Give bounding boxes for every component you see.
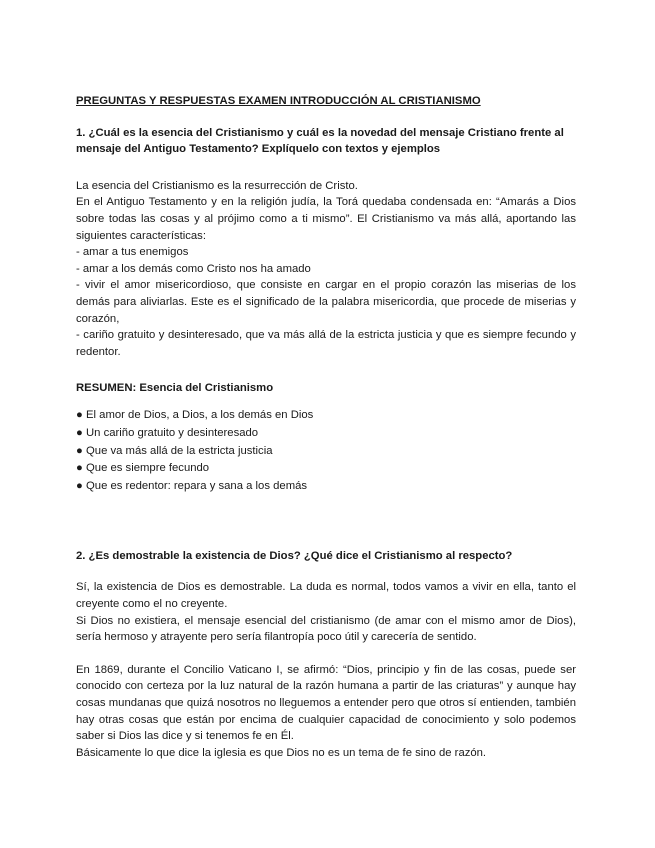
bullet-icon: ● [76,480,83,493]
list-item: - cariño gratuito y desinteresado, que va más allá de la estricta justicia y que es siempre fecundo y redentor. [76,329,576,358]
answer-1-paragraph-1: La esencia del Cristianismo es la resurrección de Cristo. [76,179,358,192]
summary-heading: RESUMEN: Esencia del Cristianismo [76,382,274,395]
list-item-text: El amor de Dios, a Dios, a los demás en Dios [86,408,314,421]
list-item [76,443,576,461]
list-item: - amar a los demás como Cristo nos ha amado [76,262,311,275]
list-item [76,425,576,443]
answer-2-paragraph-4: Básicamente lo que dice la iglesia es que Dios no es un tema de fe sino de razón. [76,746,487,759]
answer-2-paragraph-2: Si Dios no existiera, el mensaje esencial del cristianismo (de amar con el mismo amor de Dios), sería hermoso y atrayente pero sería filantropía poco útil y carecería de sentido. [76,614,576,644]
document-content [76,93,576,761]
list-item-text: Un cariño gratuito y desinteresado [86,426,259,439]
list-item-text: Que es siempre fecundo [86,462,210,475]
list-item: - amar a tus enemigos [76,246,189,259]
characteristics-list [76,244,576,360]
list-item [76,460,576,478]
list-item [76,478,576,496]
bullet-icon: ● [76,408,83,421]
bullet-icon: ● [76,426,83,439]
list-item [76,407,576,425]
summary-list [76,407,576,496]
answer-2-paragraph-1: Sí, la existencia de Dios es demostrable. La duda es normal, todos vamos a vivir en ella, tanto el creyente como el no creyente. [76,581,576,611]
list-item: - vivir el amor misericordioso, que consiste en cargar en el propio corazón las miserias de los demás para aliviarlas. Este es el significado de la palabra misericordia, que procede de miserias y corazón, [76,279,576,325]
answer-2-paragraph-3: En 1869, durante el Concilio Vaticano I, se afirmó: “Dios, principio y fin de las cosas, puede ser conocido con certeza por la luz natural de la razón humana a partir de las criaturas” y aunque hay cosas mundanas que quizá nosotros no lleguemos a entender pero que otros sí entienden, también hay otras cosas que están por encima de cualquier capacidad de conocimiento y solo podemos saber si Dios las dice y si tenemos fe en Él. [76,663,576,743]
answer-1-paragraph-2: En el Antiguo Testamento y en la religión judía, la Torá quedaba condensada en: “Amarás a Dios sobre todas las cosas y al prójimo como a ti mismo”. El Cristianismo va más allá, aportando las siguientes características: [76,196,576,242]
question-1-heading: 1. ¿Cuál es la esencia del Cristianismo y cuál es la novedad del mensaje Cristiano frente al mensaje del Antiguo Testamento? Explíquelo con textos y ejemplos [76,126,564,156]
bullet-icon: ● [76,444,83,457]
list-item-text: Que es redentor: repara y sana a los demás [86,480,308,493]
question-2-heading: 2. ¿Es demostrable la existencia de Dios? ¿Qué dice el Cristianismo al respecto? [76,549,513,562]
bullet-icon: ● [76,462,83,475]
document-title: PREGUNTAS Y RESPUESTAS EXAMEN INTRODUCCIÓN AL CRISTIANISMO [76,95,481,107]
list-item-text: Que va más allá de la estricta justicia [86,444,273,457]
